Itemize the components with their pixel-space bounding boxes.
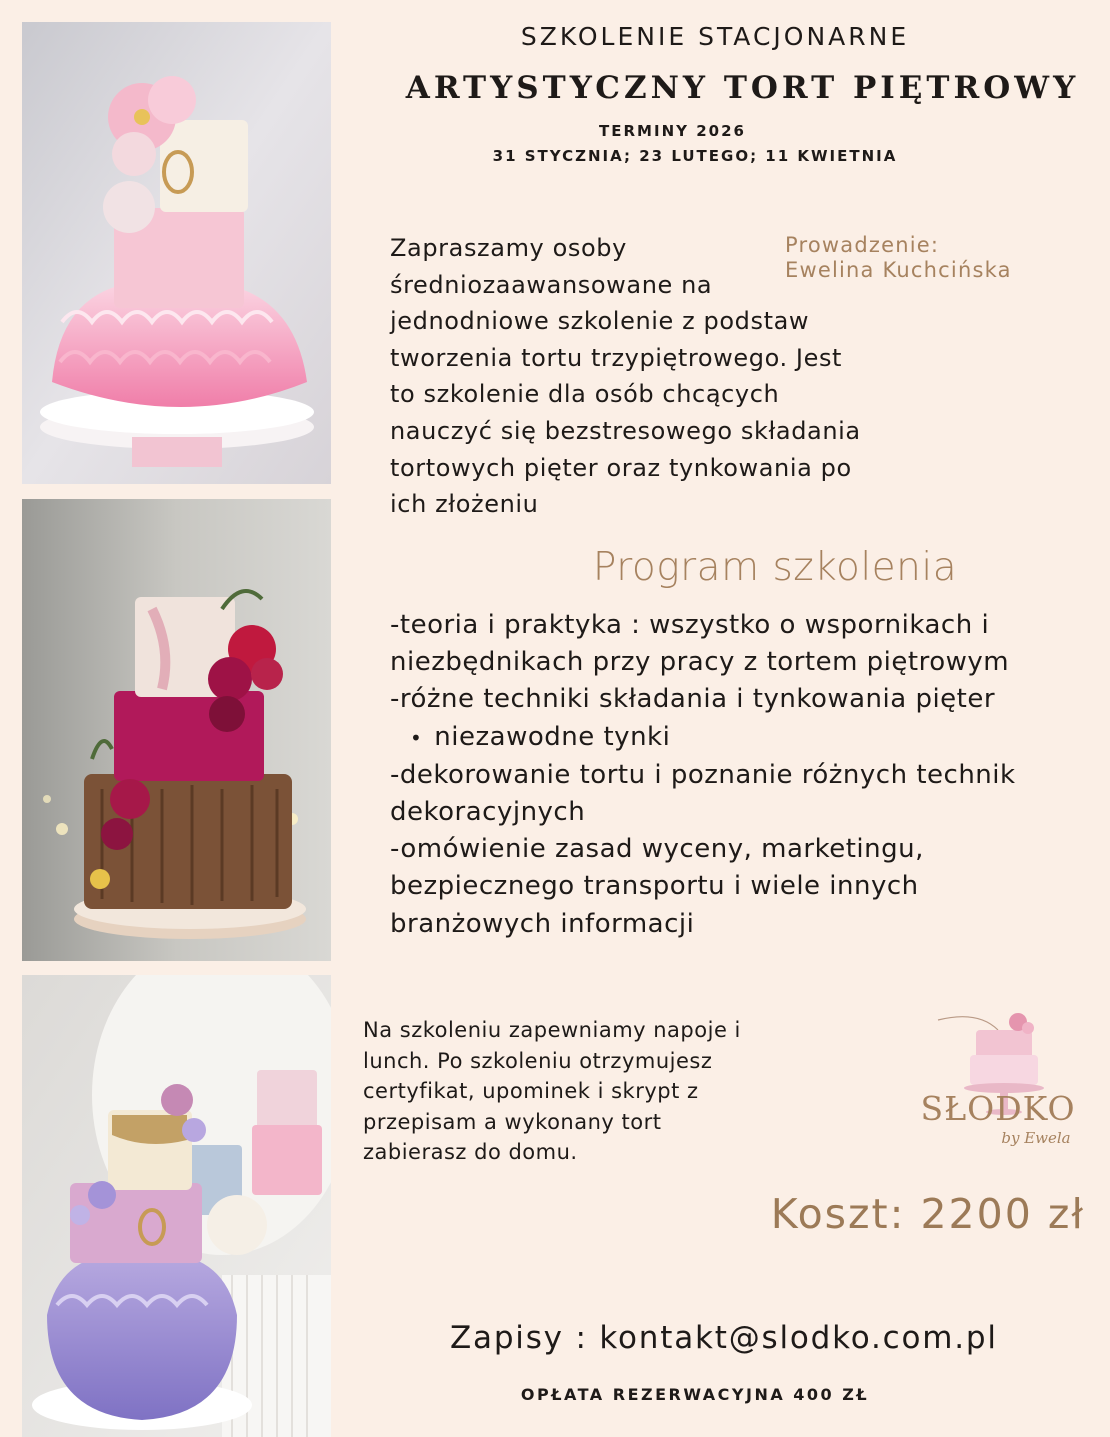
instructor-block xyxy=(785,233,1085,283)
logo-tagline: by Ewela xyxy=(1001,1129,1071,1147)
slodko-logo xyxy=(908,1000,1088,1160)
info-line: Na szkoleniu zapewniamy napoje i xyxy=(363,1018,741,1042)
instructor-name: Ewelina Kuchcińska xyxy=(785,258,1012,282)
info-line: przepisam a wykonany tort xyxy=(363,1109,662,1134)
instructor-label: Prowadzenie: xyxy=(785,233,940,257)
intro-line: tortowych pięter oraz tynkowania po xyxy=(390,453,852,482)
cake-photo-magenta xyxy=(22,499,331,961)
dates-label: TERMINY 2026 xyxy=(599,122,746,140)
course-type: SZKOLENIE STACJONARNE xyxy=(520,22,910,51)
program-line: branżowych informacji xyxy=(390,908,695,939)
course-dates: 31 STYCZNIA; 23 LUTEGO; 11 KWIETNIA xyxy=(492,147,898,165)
contact-email[interactable]: Zapisy : kontakt@slodko.com.pl xyxy=(450,1320,998,1356)
program-bullet-item: • niezawodne tynki xyxy=(390,719,1090,757)
intro-line: ich złożeniu xyxy=(390,490,539,519)
info-text xyxy=(363,1015,818,1168)
intro-line: Zapraszamy osoby xyxy=(390,234,627,262)
program-list xyxy=(390,607,1090,943)
program-line: -teoria i praktyka : wszystko o wspornikach i xyxy=(390,610,990,640)
program-line: -różne techniki składania i tynkowania pięter xyxy=(390,684,996,715)
program-line: -omówienie zasad wyceny, marketingu, xyxy=(390,834,924,865)
program-line: bezpiecznego transportu i wiele innych xyxy=(390,871,919,902)
price: Koszt: 2200 zł xyxy=(770,1190,1085,1238)
intro-line: nauczyć się bezstresowego składania xyxy=(390,416,861,445)
intro-line: średniozaawansowane na xyxy=(390,270,713,299)
intro-line: tworzenia tortu trzypiętrowego. Jest xyxy=(390,343,843,372)
info-line: lunch. Po szkoleniu otrzymujesz xyxy=(363,1048,713,1073)
program-line: niezbędnikach przy pracy z tortem piętrowym xyxy=(390,647,1010,678)
logo-brand: SŁODKO xyxy=(920,1089,1076,1128)
cake-photo-pink xyxy=(22,22,331,484)
course-title: ARTYSTYCZNY TORT PIĘTROWY xyxy=(405,70,1080,106)
program-heading: Program szkolenia xyxy=(592,545,958,590)
deposit-note: OPŁATA REZERWACYJNA 400 ZŁ xyxy=(520,1385,870,1404)
info-line: certyfikat, upominek i skrypt z xyxy=(363,1079,699,1103)
intro-line: jednodniowe szkolenie z podstaw xyxy=(390,307,810,336)
program-line: dekoracyjnych xyxy=(390,797,586,828)
cake-photo-lilac xyxy=(22,975,331,1437)
program-line: -dekorowanie tortu i poznanie różnych technik xyxy=(390,759,1016,790)
info-line: zabierasz do domu. xyxy=(363,1140,578,1164)
intro-line: to szkolenie dla osób chcących xyxy=(390,380,780,409)
